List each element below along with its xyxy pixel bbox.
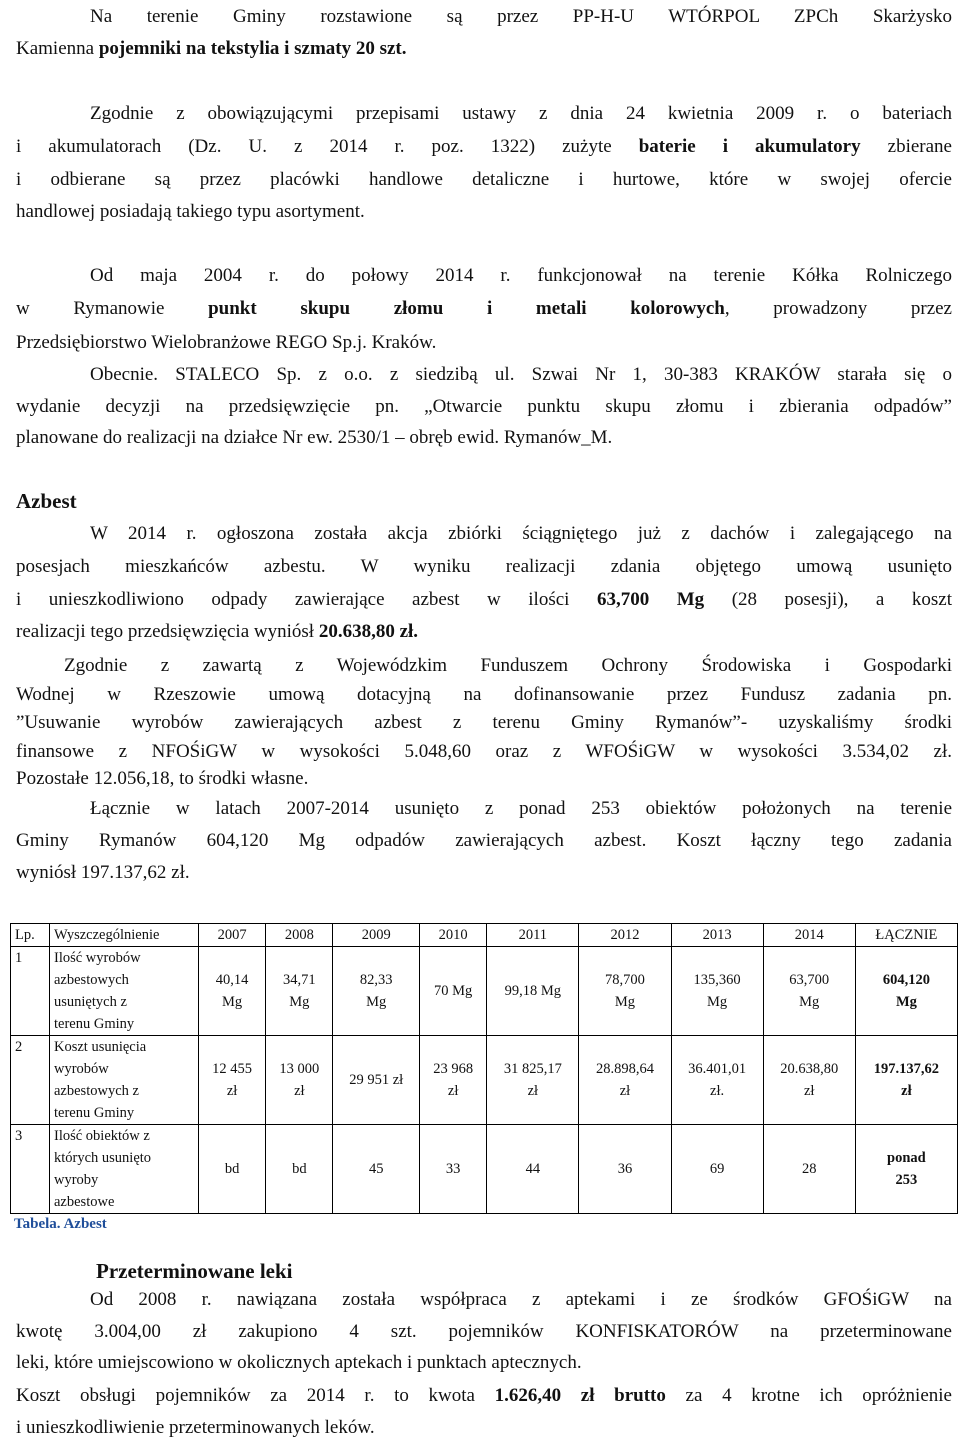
table-header-cell: Lp. — [11, 924, 50, 947]
para-text-line: realizacji tego przedsięwzięcia wyniósł 20.638,80 zł. — [16, 621, 419, 642]
table-header-cell: 2012 — [579, 924, 671, 947]
para-text-line: Kamienna pojemniki na tekstylia i szmaty 20 szt. — [16, 38, 407, 59]
table-cell-total: 197.137,62 zł — [855, 1036, 957, 1125]
table-cell: 23 968 zł — [420, 1036, 487, 1125]
para-text-line: Gminy Rymanów 604,120 Mg odpadów zawierających azbest. Koszt łączny tego zadania — [16, 830, 952, 851]
table-header-cell: 2008 — [266, 924, 333, 947]
table-cell-lp: 2 — [11, 1036, 50, 1125]
table-cell: 69 — [671, 1125, 763, 1214]
table-cell-desc: Koszt usunięcia wyrobów azbestowych z terenu Gminy — [50, 1036, 199, 1125]
table-header-cell: ŁĄCZNIE — [855, 924, 957, 947]
table-cell-lp: 1 — [11, 947, 50, 1036]
table-header-cell: 2011 — [487, 924, 579, 947]
para-text-line: Zgodnie z zawartą z Wojewódzkim Funduszem Ochrony Środowiska i Gospodarki — [64, 655, 952, 676]
para-text-line: posesjach mieszkańców azbestu. W wyniku realizacji zdania objętego umową usunięto — [16, 556, 952, 577]
table-header-cell: 2010 — [420, 924, 487, 947]
table-cell: 78,700 Mg — [579, 947, 671, 1036]
table-header-cell: 2014 — [763, 924, 855, 947]
para-text-line: Łącznie w latach 2007-2014 usunięto z ponad 253 obiektów położonych na terenie — [90, 798, 952, 819]
table-cell-total: ponad 253 — [855, 1125, 957, 1214]
section-heading-leki: Przeterminowane leki — [96, 1259, 293, 1283]
table-header-cell: 2007 — [199, 924, 266, 947]
table-caption: Tabela. Azbest — [14, 1216, 107, 1232]
table-cell: bd — [199, 1125, 266, 1214]
table-row — [11, 1125, 958, 1214]
para-text-line: handlowej posiadają takiego typu asortyment. — [16, 201, 365, 222]
para-text-line: Na terenie Gminy rozstawione są przez PP-H-U WTÓRPOL ZPCh Skarżysko — [90, 6, 952, 27]
table-cell: 45 — [333, 1125, 420, 1214]
para-text-line: i unieszkodliwiono odpady zawierające azbest w ilości 63,700 Mg (28 posesji), a koszt — [16, 589, 952, 610]
table-cell: 99,18 Mg — [487, 947, 579, 1036]
table-row — [11, 947, 958, 1036]
para-text-line: planowane do realizacji na działce Nr ew. 2530/1 – obręb ewid. Rymanów_M. — [16, 427, 613, 448]
para-text-line: Od 2008 r. nawiązana została współpraca z aptekami i ze środków GFOŚiGW na — [90, 1289, 952, 1310]
table-cell: 82,33 Mg — [333, 947, 420, 1036]
para-text-line: Zgodnie z obowiązującymi przepisami ustawy z dnia 24 kwietnia 2009 r. o bateriach — [90, 103, 952, 124]
table-cell: 33 — [420, 1125, 487, 1214]
para-text-line: Przedsiębiorstwo Wielobranżowe REGO Sp.j. Kraków. — [16, 332, 437, 353]
para-text-line: kwotę 3.004,00 zł zakupiono 4 szt. pojemników KONFISKATORÓW na przeterminowane — [16, 1321, 952, 1342]
para-text-line: Pozostałe 12.056,18, to środki własne. — [16, 768, 309, 789]
para-text-line: Wodnej w Rzeszowie umową dotacyjną na dofinansowanie przez Fundusz zadania pn. — [16, 684, 952, 705]
table-cell: 28.898,64 zł — [579, 1036, 671, 1125]
section-heading-azbest: Azbest — [16, 489, 77, 513]
table-cell: 28 — [763, 1125, 855, 1214]
para-text-line: i odbierane są przez placówki handlowe detaliczne i hurtowe, które w swojej ofercie — [16, 169, 952, 190]
table-header-cell: 2013 — [671, 924, 763, 947]
table-cell: 36.401,01 zł. — [671, 1036, 763, 1125]
table-cell: 20.638,80 zł — [763, 1036, 855, 1125]
table-cell: 70 Mg — [420, 947, 487, 1036]
azbest-table — [10, 923, 958, 1214]
para-text-line: i akumulatorach (Dz. U. z 2014 r. poz. 1322) zużyte baterie i akumulatory zbierane — [16, 136, 952, 157]
table-cell: 12 455 zł — [199, 1036, 266, 1125]
para-text-line: ”Usuwanie wyrobów zawierających azbest z terenu Gminy Rymanów”- uzyskaliśmy środki — [16, 712, 952, 733]
table-cell: 63,700 Mg — [763, 947, 855, 1036]
para-text-line: leki, które umiejscowiono w okolicznych aptekach i punktach aptecznych. — [16, 1352, 582, 1373]
para-text-line: Obecnie. STALECO Sp. z o.o. z siedzibą ul. Szwai Nr 1, 30-383 KRAKÓW starała się o — [90, 364, 952, 385]
table-header-cell: 2009 — [333, 924, 420, 947]
para-text-line: w Rymanowie punkt skupu złomu i metali kolorowych, prowadzony przez — [16, 298, 952, 319]
para-text-line: Od maja 2004 r. do połowy 2014 r. funkcjonował na terenie Kółka Rolniczego — [90, 265, 952, 286]
table-cell: 135,360 Mg — [671, 947, 763, 1036]
table-cell: 44 — [487, 1125, 579, 1214]
table-cell: 13 000 zł — [266, 1036, 333, 1125]
para-text-line: wyniósł 197.137,62 zł. — [16, 862, 190, 883]
table-header-cell: Wyszczególnienie — [50, 924, 199, 947]
table-cell-desc: Ilość obiektów z których usunięto wyroby azbestowe — [50, 1125, 199, 1214]
para-text-line: wydanie decyzji na przedsięwzięcie pn. „Otwarcie punktu skupu złomu i zbierania odpadów” — [16, 396, 952, 417]
para-text-line: Koszt obsługi pojemników za 2014 r. to kwota 1.626,40 zł brutto za 4 krotne ich opróżnienie — [16, 1385, 952, 1406]
table-cell: 29 951 zł — [333, 1036, 420, 1125]
table-cell-lp: 3 — [11, 1125, 50, 1214]
table-cell: 40,14 Mg — [199, 947, 266, 1036]
para-text-line: i unieszkodliwienie przeterminowanych leków. — [16, 1417, 375, 1438]
table-row — [11, 1036, 958, 1125]
table-header-row — [11, 924, 958, 947]
para-text-line: W 2014 r. ogłoszona została akcja zbiórki ściągniętego już z dachów i zalegającego na — [90, 523, 952, 544]
table-cell: 34,71 Mg — [266, 947, 333, 1036]
table-cell-total: 604,120 Mg — [855, 947, 957, 1036]
table-cell: 31 825,17 zł — [487, 1036, 579, 1125]
para-text-line: finansowe z NFOŚiGW w wysokości 5.048,60 oraz z WFOŚiGW w wysokości 3.534,02 zł. — [16, 741, 952, 762]
table-cell: 36 — [579, 1125, 671, 1214]
table-cell: bd — [266, 1125, 333, 1214]
table-cell-desc: Ilość wyrobów azbestowych usuniętych z terenu Gminy — [50, 947, 199, 1036]
